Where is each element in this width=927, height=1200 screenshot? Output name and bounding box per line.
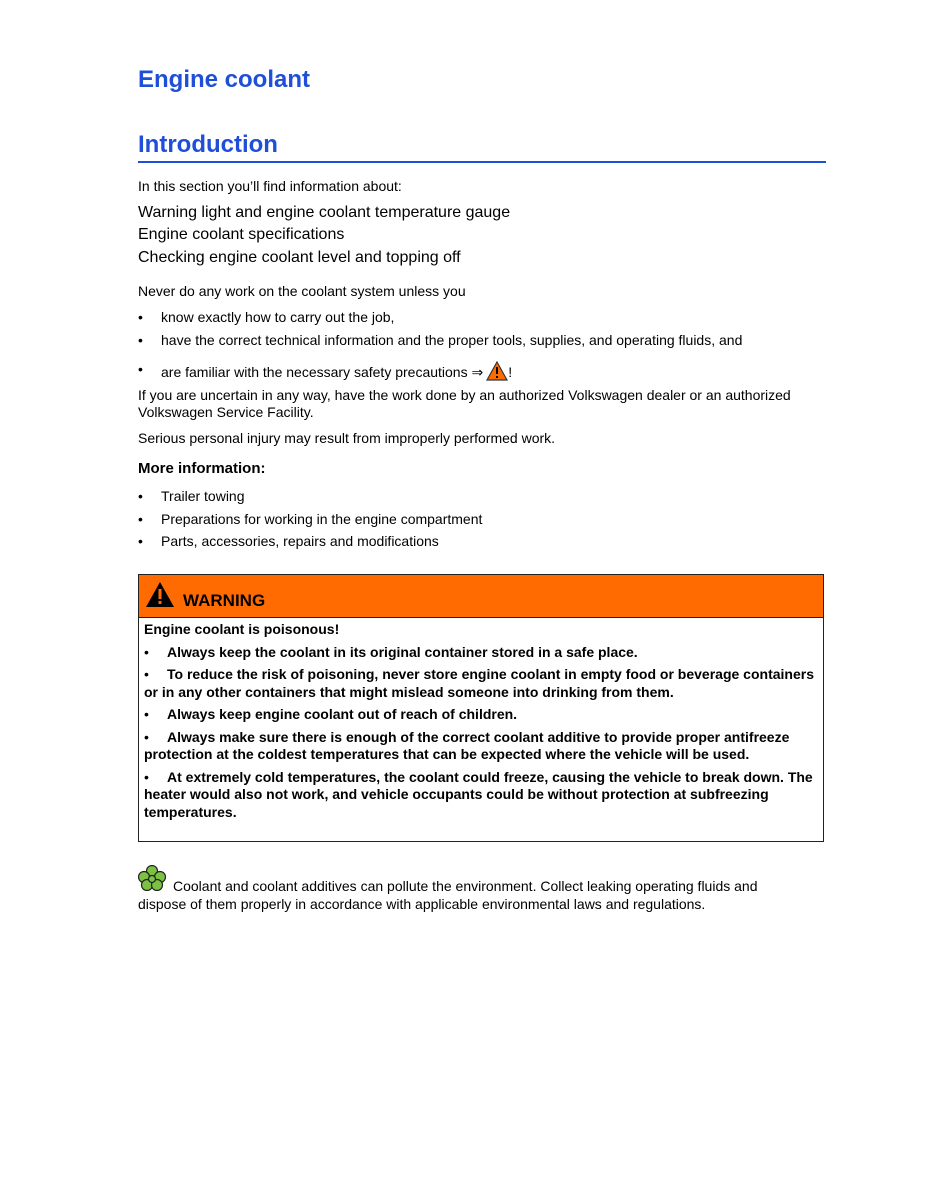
warning-body bbox=[144, 621, 816, 826]
warning-box bbox=[138, 574, 824, 842]
warning-triangle-icon[interactable] bbox=[486, 361, 508, 385]
never-text: Never do any work on the coolant system unless you bbox=[138, 283, 466, 299]
warning-item: • Always keep engine coolant out of reach of children. bbox=[144, 706, 518, 722]
warning-item: • At extremely cold temperatures, the coolant could freeze, causing the vehicle to break down. The heater would also not work, and vehicle occupants could be without protection at subfreezing temperatures. bbox=[144, 768, 813, 820]
topic-link[interactable]: Checking engine coolant level and topping off bbox=[138, 249, 461, 266]
more-info-heading: More information: bbox=[138, 460, 266, 477]
topic-link[interactable]: Engine coolant specifications bbox=[138, 226, 345, 243]
injury-text: Serious personal injury may result from improperly performed work. bbox=[138, 430, 556, 446]
environment-flower-icon bbox=[138, 865, 166, 895]
section-heading: Introduction bbox=[138, 131, 278, 158]
environment-text-line2: dispose of them properly in accordance with applicable environmental laws and regulations. bbox=[138, 896, 706, 912]
warning-triangle-icon bbox=[144, 580, 176, 615]
warning-item: • To reduce the risk of poisoning, never store engine coolant in empty food or beverage containers or in any other containers that might mislead someone into drinking from them. bbox=[144, 666, 814, 700]
environment-text-line1: Coolant and coolant additives can pollute the environment. Collect leaking operating fluids and bbox=[173, 878, 758, 894]
uncertain-text: If you are uncertain in any way, have the work done by an authorized Volkswagen dealer or an authorized Volkswagen Service Facility. bbox=[138, 387, 791, 420]
topic-link[interactable]: Warning light and engine coolant temperature gauge bbox=[138, 204, 511, 221]
heading-rule bbox=[138, 161, 826, 163]
warning-item: • Always make sure there is enough of the correct coolant additive to provide proper antifreeze protection at the coldest temperatures that can be expected where the vehicle will be used. bbox=[144, 728, 790, 762]
page-title: Engine coolant bbox=[138, 66, 311, 93]
intro-text: In this section you’ll find information about: bbox=[138, 178, 402, 194]
warning-headline: Engine coolant is poisonous! bbox=[144, 621, 340, 637]
warning-label: WARNING bbox=[183, 591, 266, 610]
warning-item: • Always keep the coolant in its original container stored in a safe place. bbox=[144, 643, 638, 660]
warning-header bbox=[139, 575, 823, 618]
